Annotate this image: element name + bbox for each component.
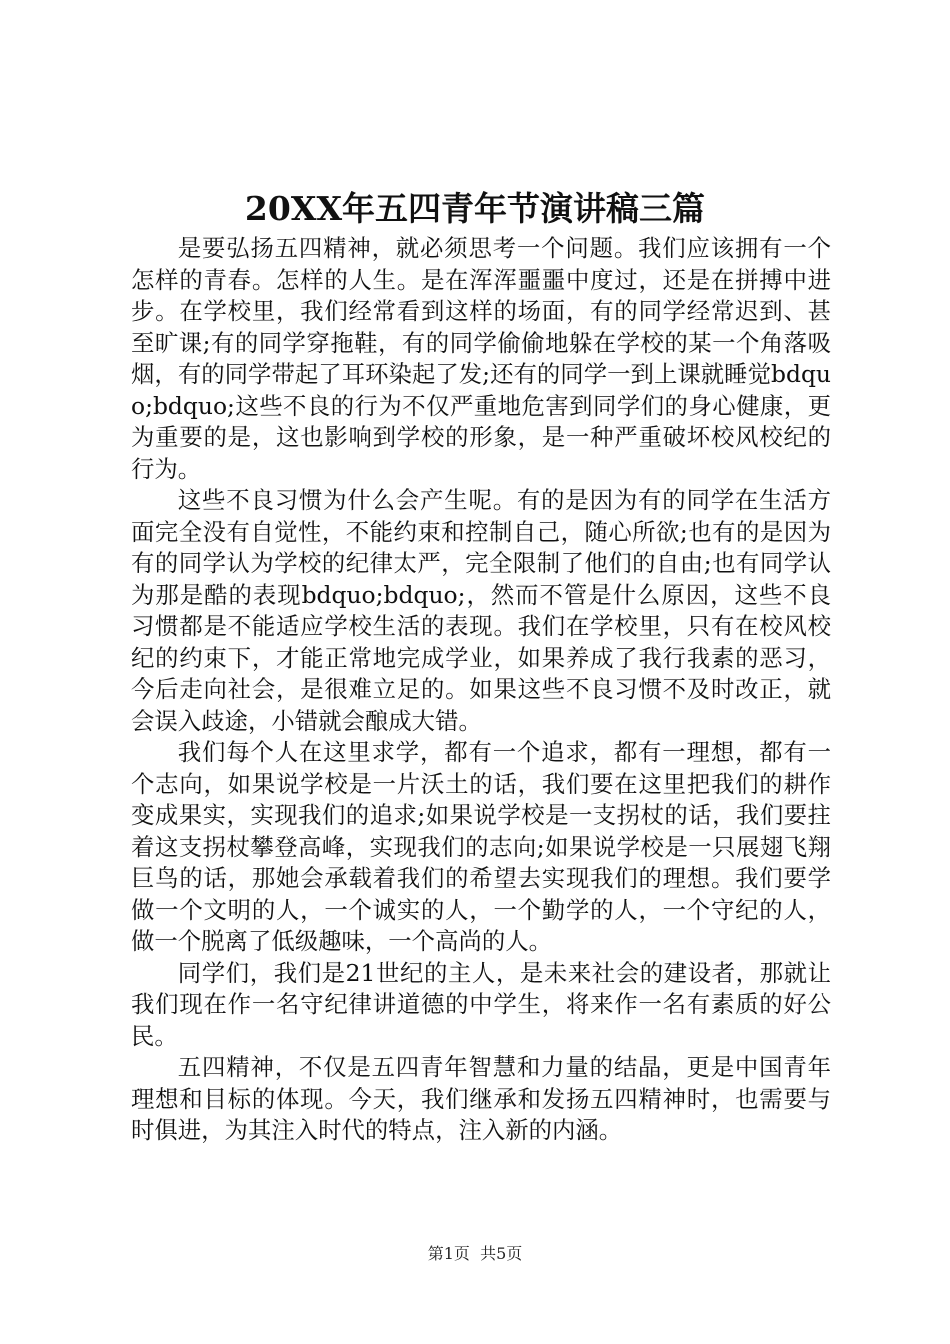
document-body — [131, 233, 831, 1147]
document-title: 20XX年五四青年节演讲稿三篇 — [244, 189, 706, 228]
page-footer — [0, 1242, 950, 1266]
paragraph-5: 五四精神，不仅是五四青年智慧和力量的结晶，更是中国青年理想和目标的体现。今天，我们继承和发扬五四精神时，也需要与时俱进，为其注入时代的特点，注入新的内涵。 — [131, 1053, 831, 1144]
paragraph-4: 同学们，我们是21世纪的主人，是未来社会的建设者，那就让我们现在作一名守纪律讲道德的中学生，将来作一名有素质的好公民。 — [131, 958, 831, 1050]
page-total: 共5页 — [480, 1244, 523, 1263]
paragraph-1: 是要弘扬五四精神，就必须思考一个问题。我们应该拥有一个怎样的青春。怎样的人生。是在浑浑噩噩中度过，还是在拼搏中进步。在学校里，我们经常看到这样的场面，有的同学经常迟到、甚至旷课;有的同学穿拖鞋，有的同学偷偷地躲在学校的某一个角落吸烟，有的同学带起了耳环染起了发;还有的同学一到上课就睡觉bdquo;bdquo;这些不良的行为不仅严重地危害到同学们的身心健康，更为重要的是，这也影响到学校的形象，是一种严重破坏校风校纪的行为。 — [131, 234, 831, 483]
paragraph-2: 这些不良习惯为什么会产生呢。有的是因为有的同学在生活方面完全没有自觉性，不能约束和控制自己，随心所欲;也有的是因为有的同学认为学校的纪律太严，完全限制了他们的自由;也有同学认为那是酷的表现bdquo;bdquo;，然而不管是什么原因，这些不良习惯都是不能适应学校生活的表现。我们在学校里，只有在校风校纪的约束下，才能正常地完成学业，如果养成了我行我素的恶习，今后走向社会，是很难立足的。如果这些不良习惯不及时改正，就会误入歧途，小错就会酿成大错。 — [131, 486, 831, 735]
paragraph-3: 我们每个人在这里求学，都有一个追求，都有一理想，都有一个志向，如果说学校是一片沃土的话，我们要在这里把我们的耕作变成果实，实现我们的追求;如果说学校是一支拐杖的话，我们要拄着这支拐杖攀登高峰，实现我们的志向;如果说学校是一只展翅飞翔巨鸟的话，那她会承载着我们的希望去实现我们的理想。我们要学做一个文明的人，一个诚实的人，一个勤学的人，一个守纪的人，做一个脱离了低级趣味，一个高尚的人。 — [131, 738, 831, 955]
page-number: 第1页 — [427, 1244, 470, 1263]
